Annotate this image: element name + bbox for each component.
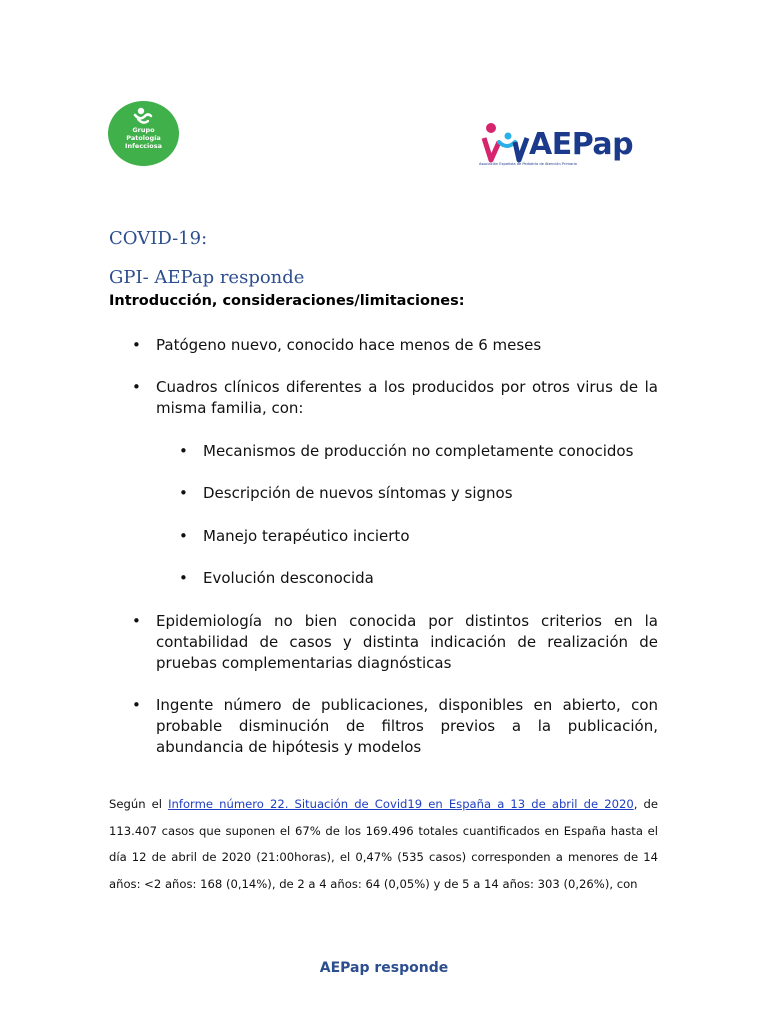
gpi-logo-text [108, 126, 179, 150]
report-link[interactable]: Informe número 22. Situación de Covid19 en España a 13 de abril de 2020 [168, 797, 634, 811]
list-item: • Ingente número de publicaciones, disponibles en abierto, con probable disminución de filtros previos a la publicación, abundancia de hipótesis y modelos [156, 695, 658, 758]
gpi-figure-icon [132, 107, 156, 127]
list-item-nested: • Evolución desconocida [203, 568, 658, 589]
list-item: • Patógeno nuevo, conocido hace menos de 6 meses [156, 335, 658, 356]
list-item: • Cuadros clínicos diferentes a los producidos por otros virus de la misma familia, con: [156, 377, 658, 419]
document-title: COVID-19: [109, 228, 208, 249]
body-paragraph [109, 791, 658, 897]
gpi-logo-line: Infecciosa [125, 142, 162, 150]
gpi-logo-line: Patología [126, 134, 161, 142]
aepap-logo-subtitle: Asociación Española de Pediatría de Atención Primaria [479, 162, 577, 166]
list-item-nested: • Descripción de nuevos síntomas y signos [203, 483, 658, 504]
page-footer: AEPap responde [319, 960, 449, 976]
gpi-logo-line: Grupo [132, 126, 155, 134]
list-item: • Epidemiología no bien conocida por distintos criterios en la contabilidad de casos y distinta indicación de realización de pruebas complementarias diagnósticas [156, 611, 658, 674]
paragraph-text-before: Según el [109, 797, 169, 811]
paragraph-text-after: , de 113.407 casos que suponen el 67% de los 169.496 totales cuantificados en España hasta el día 12 de abril de 2020 (21:00horas), el 0,47% (535 casos) corresponden a menores de 14 años: <2 años: 168 (0,14%), de 2 a 4 años: 64 (0,05%) y de 5 a 14 años: 303 (0,26%), con [109, 797, 658, 891]
document-subtitle: GPI- AEPap responde [109, 267, 305, 288]
aepap-figures-icon [479, 120, 531, 164]
list-item-nested: • Manejo terapéutico incierto [203, 526, 658, 547]
aepap-logo [479, 118, 639, 168]
list-item-nested: • Mecanismos de producción no completamente conocidos [203, 441, 658, 462]
gpi-logo [108, 101, 179, 166]
aepap-logo-name: AEPap [529, 127, 634, 162]
section-heading: Introducción, consideraciones/limitaciones: [109, 293, 465, 309]
